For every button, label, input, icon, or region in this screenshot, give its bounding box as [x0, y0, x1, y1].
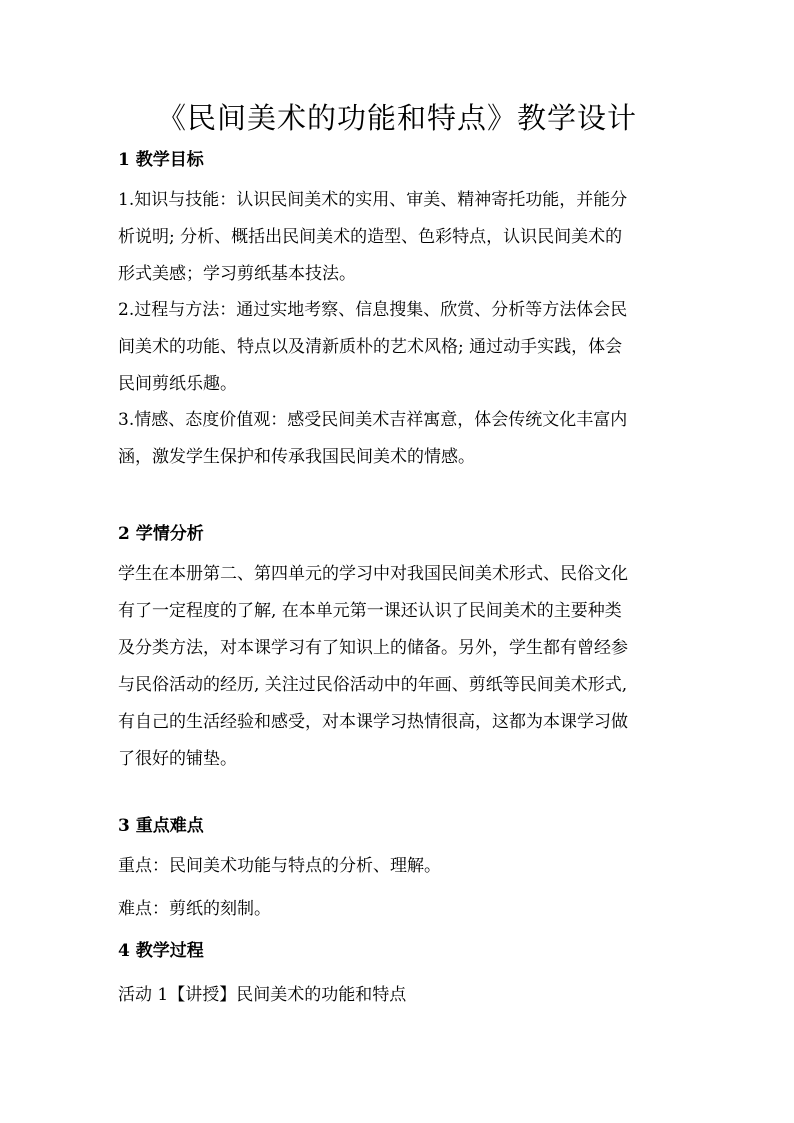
key-point-focus: 重点：民间美术功能与特点的分析、理解。 [118, 856, 441, 876]
section-heading-objectives: 1 教学目标 [118, 150, 204, 170]
paragraph-line: 析说明; 分析、概括出民间美术的造型、色彩特点，认识民间美术的 [118, 227, 623, 247]
paragraph-line: 形式美感；学习剪纸基本技法。 [118, 264, 356, 284]
paragraph-line: 3.情感、态度价值观：感受民间美术吉祥寓意，体会传统文化丰富内 [118, 410, 628, 430]
paragraph-line: 了很好的铺垫。 [118, 749, 237, 769]
analysis-paragraph [118, 556, 678, 778]
objective-emotion-paragraph [118, 402, 678, 476]
document-title: 《民间美术的功能和特点》教学设计 [156, 101, 637, 135]
section-heading-key-points: 3 重点难点 [118, 816, 204, 836]
paragraph-line: 与民俗活动的经历, 关注过民俗活动中的年画、剪纸等民间美术形式, [118, 675, 628, 695]
paragraph-line: 涵，激发学生保护和传承我国民间美术的情感。 [118, 447, 475, 467]
paragraph-line: 间美术的功能、特点以及清新质朴的艺术风格; 通过动手实践，体会 [118, 337, 623, 357]
paragraph-line: 民间剪纸乐趣。 [118, 374, 237, 394]
paragraph-line: 1.知识与技能：认识民间美术的实用、审美、精神寄托功能，并能分 [118, 190, 628, 210]
objective-knowledge-paragraph [118, 182, 678, 293]
process-activity-1: 活动 1【讲授】民间美术的功能和特点 [118, 985, 407, 1005]
paragraph-line: 及分类方法，对本课学习有了知识上的储备。另外，学生都有曾经参 [118, 638, 628, 658]
paragraph-line: 有了一定程度的了解, 在本单元第一课还认识了民间美术的主要种类 [118, 601, 622, 621]
section-heading-process: 4 教学过程 [118, 941, 204, 961]
section-heading-analysis: 2 学情分析 [118, 524, 204, 544]
paragraph-line: 学生在本册第二、第四单元的学习中对我国民间美术形式、民俗文化 [118, 564, 628, 584]
key-point-difficulty: 难点：剪纸的刻制。 [118, 899, 271, 919]
objective-process-paragraph [118, 292, 678, 403]
paragraph-line: 有自己的生活经验和感受，对本课学习热情很高，这都为本课学习做 [118, 712, 628, 732]
paragraph-line: 2.过程与方法：通过实地考察、信息搜集、欣赏、分析等方法体会民 [118, 300, 628, 320]
